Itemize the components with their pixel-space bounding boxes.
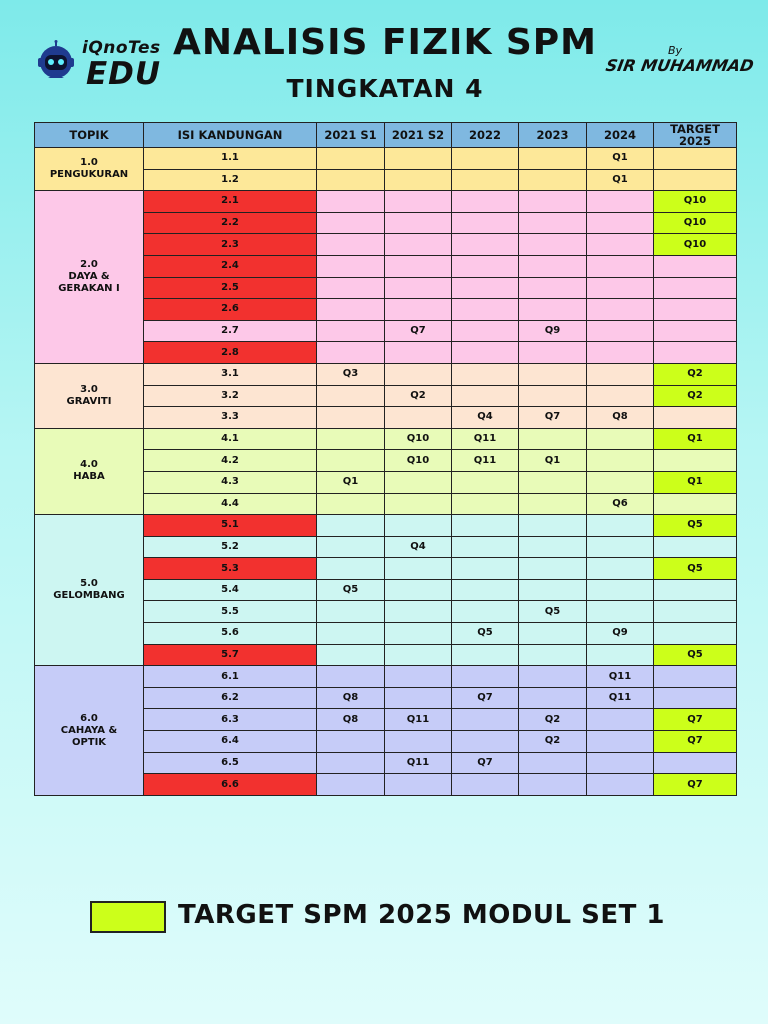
year-cell [317,536,385,558]
year-cell [519,234,587,256]
year-cell [587,255,654,277]
year-cell [587,320,654,342]
analysis-table [34,122,737,796]
byline-by: By [668,44,683,57]
content-id-cell: 5.4 [144,579,317,601]
year-cell [452,342,519,364]
target-cell [654,623,737,645]
year-cell [452,299,519,321]
year-cell: Q1 [317,471,385,493]
target-cell: Q7 [654,774,737,796]
year-cell [587,752,654,774]
content-id-cell: 5.5 [144,601,317,623]
year-cell [452,558,519,580]
year-cell [317,644,385,666]
year-cell [317,515,385,537]
target-cell [654,493,737,515]
year-cell [317,234,385,256]
content-id-cell: 1.1 [144,148,317,170]
year-cell: Q4 [385,536,452,558]
year-cell [587,385,654,407]
year-cell [317,169,385,191]
table-row [35,191,737,213]
target-cell: Q1 [654,471,737,493]
year-cell [385,644,452,666]
year-cell [317,407,385,429]
year-cell [452,255,519,277]
year-cell: Q2 [519,731,587,753]
year-cell [587,558,654,580]
year-cell [519,623,587,645]
year-cell: Q11 [452,428,519,450]
year-cell [452,148,519,170]
year-cell [587,299,654,321]
topic-number: 6.0 [80,712,98,724]
year-cell [519,493,587,515]
content-id-cell: 4.3 [144,471,317,493]
brand-line2: EDU [86,56,162,92]
year-cell [587,428,654,450]
year-cell [317,601,385,623]
year-cell [317,385,385,407]
year-cell [452,277,519,299]
target-cell [654,536,737,558]
content-id-cell: 3.3 [144,407,317,429]
year-cell [317,774,385,796]
year-cell: Q7 [519,407,587,429]
year-cell [519,644,587,666]
table-row [35,148,737,170]
year-cell [519,363,587,385]
topic-cell [35,666,144,796]
year-cell [317,148,385,170]
year-cell [587,342,654,364]
year-cell [519,342,587,364]
topic-number: 4.0 [80,459,98,471]
year-cell [317,450,385,472]
year-cell: Q5 [519,601,587,623]
legend-swatch [90,901,166,933]
year-cell [587,450,654,472]
year-cell: Q1 [519,450,587,472]
year-cell [385,363,452,385]
content-id-cell: 5.6 [144,623,317,645]
content-id-cell: 2.5 [144,277,317,299]
target-cell [654,752,737,774]
year-cell: Q1 [587,148,654,170]
year-cell [317,277,385,299]
target-cell: Q7 [654,731,737,753]
year-cell [317,731,385,753]
column-header: ISI KANDUNGAN [144,123,317,148]
year-cell [452,666,519,688]
target-cell: Q5 [654,644,737,666]
column-header: 2021 S2 [385,123,452,148]
year-cell: Q7 [452,752,519,774]
topic-name: CAHAYA & [60,724,118,736]
table-header-row [35,123,737,148]
target-cell [654,299,737,321]
year-cell [519,277,587,299]
year-cell [587,277,654,299]
year-cell: Q9 [587,623,654,645]
brand-line1: iQnoTes [82,38,161,58]
target-cell [654,277,737,299]
target-cell: Q7 [654,709,737,731]
legend-label: TARGET SPM 2025 MODUL SET 1 [178,900,666,930]
content-id-cell: 5.3 [144,558,317,580]
target-cell: Q5 [654,558,737,580]
year-cell [385,255,452,277]
target-cell [654,169,737,191]
year-cell [317,558,385,580]
year-cell [452,212,519,234]
content-id-cell: 6.5 [144,752,317,774]
year-cell [519,774,587,796]
year-cell: Q5 [317,579,385,601]
topic-cell [35,191,144,364]
year-cell [385,148,452,170]
year-cell [519,148,587,170]
content-id-cell: 5.2 [144,536,317,558]
page-subtitle: TINGKATAN 4 [286,74,484,103]
topic-name: GRAVITI [66,395,112,407]
year-cell [519,169,587,191]
year-cell [452,320,519,342]
year-cell [452,731,519,753]
year-cell [385,493,452,515]
target-cell [654,450,737,472]
year-cell [385,774,452,796]
year-cell [587,601,654,623]
year-cell [317,320,385,342]
year-cell: Q8 [317,709,385,731]
target-cell [654,148,737,170]
year-cell [519,687,587,709]
year-cell [317,752,385,774]
topic-name: HABA [73,471,105,483]
target-cell [654,320,737,342]
year-cell [385,407,452,429]
year-cell [317,666,385,688]
content-id-cell: 6.1 [144,666,317,688]
target-cell [654,579,737,601]
target-cell [654,255,737,277]
year-cell [519,558,587,580]
year-cell [452,169,519,191]
target-cell [654,601,737,623]
year-cell [519,471,587,493]
year-cell [452,774,519,796]
year-cell [385,471,452,493]
year-cell [452,515,519,537]
content-id-cell: 6.4 [144,731,317,753]
target-cell [654,687,737,709]
year-cell: Q11 [587,687,654,709]
table-row [35,515,737,537]
year-cell [452,536,519,558]
content-id-cell: 2.6 [144,299,317,321]
year-cell [587,536,654,558]
year-cell: Q10 [385,450,452,472]
year-cell [385,687,452,709]
year-cell [519,579,587,601]
column-header: 2022 [452,123,519,148]
year-cell: Q11 [587,666,654,688]
target-cell: Q2 [654,363,737,385]
year-cell [587,579,654,601]
year-cell [587,515,654,537]
year-cell [385,601,452,623]
year-cell [452,709,519,731]
content-id-cell: 4.2 [144,450,317,472]
year-cell [519,191,587,213]
content-id-cell: 4.4 [144,493,317,515]
year-cell: Q10 [385,428,452,450]
year-cell [587,471,654,493]
year-cell [587,731,654,753]
topic-number: 5.0 [80,578,98,590]
year-cell [452,385,519,407]
column-header: 2023 [519,123,587,148]
content-id-cell: 6.2 [144,687,317,709]
content-id-cell: 1.2 [144,169,317,191]
content-id-cell: 2.2 [144,212,317,234]
content-id-cell: 3.2 [144,385,317,407]
year-cell [385,234,452,256]
column-header: 2021 S1 [317,123,385,148]
author-byline [604,44,756,88]
topic-cell [35,148,144,191]
topic-cell [35,515,144,666]
year-cell: Q3 [317,363,385,385]
year-cell: Q7 [385,320,452,342]
year-cell [452,644,519,666]
year-cell [385,342,452,364]
year-cell [519,515,587,537]
year-cell [317,493,385,515]
target-cell: Q5 [654,515,737,537]
column-header: TARGET 2025 [654,123,737,148]
year-cell: Q1 [587,169,654,191]
year-cell [519,299,587,321]
year-cell [385,579,452,601]
year-cell [385,666,452,688]
year-cell [519,385,587,407]
year-cell: Q9 [519,320,587,342]
year-cell [317,299,385,321]
target-cell: Q1 [654,428,737,450]
year-cell [519,666,587,688]
year-cell: Q2 [519,709,587,731]
topic-name: GELOMBANG [53,590,125,602]
content-id-cell: 4.1 [144,428,317,450]
year-cell [317,623,385,645]
year-cell [452,471,519,493]
target-cell: Q2 [654,385,737,407]
topic-name: PENGUKURAN [49,169,129,181]
table-row [35,428,737,450]
target-cell [654,407,737,429]
year-cell [385,299,452,321]
year-cell [385,169,452,191]
year-cell: Q5 [452,623,519,645]
year-cell [587,212,654,234]
target-cell [654,666,737,688]
content-id-cell: 5.7 [144,644,317,666]
year-cell [519,212,587,234]
target-cell: Q10 [654,234,737,256]
byline-name: SIR MUHAMMAD [604,56,756,75]
year-cell [587,774,654,796]
year-cell [587,644,654,666]
year-cell [317,342,385,364]
year-cell [452,363,519,385]
year-cell [452,191,519,213]
content-id-cell: 2.8 [144,342,317,364]
content-id-cell: 2.4 [144,255,317,277]
year-cell [452,579,519,601]
year-cell [452,234,519,256]
target-cell: Q10 [654,212,737,234]
year-cell [317,255,385,277]
topic-cell [35,363,144,428]
year-cell [519,255,587,277]
year-cell [452,601,519,623]
year-cell [317,428,385,450]
topic-name: DAYA & [68,271,110,283]
year-cell [452,493,519,515]
content-id-cell: 3.1 [144,363,317,385]
year-cell: Q11 [385,709,452,731]
column-header: 2024 [587,123,654,148]
content-id-cell: 6.3 [144,709,317,731]
year-cell [317,191,385,213]
year-cell [587,709,654,731]
content-id-cell: 5.1 [144,515,317,537]
year-cell: Q8 [317,687,385,709]
target-cell: Q10 [654,191,737,213]
year-cell [385,212,452,234]
year-cell [385,558,452,580]
content-id-cell: 2.1 [144,191,317,213]
year-cell: Q4 [452,407,519,429]
year-cell [385,277,452,299]
year-cell [519,752,587,774]
year-cell: Q11 [452,450,519,472]
year-cell [385,623,452,645]
year-cell [587,234,654,256]
content-id-cell: 2.7 [144,320,317,342]
column-header: TOPIK [35,123,144,148]
content-id-cell: 2.3 [144,234,317,256]
year-cell [385,191,452,213]
year-cell [587,191,654,213]
robot-mascot-icon [34,40,78,84]
year-cell: Q8 [587,407,654,429]
year-cell: Q11 [385,752,452,774]
table-body [35,148,737,796]
year-cell [519,428,587,450]
topic-number: 2.0 [80,259,98,271]
topic-name: GERAKAN I [58,283,120,295]
topic-cell [35,428,144,514]
year-cell [317,212,385,234]
table-row [35,666,737,688]
topic-name: OPTIK [71,736,107,748]
table-row [35,363,737,385]
year-cell: Q6 [587,493,654,515]
topic-number: 1.0 [80,157,98,169]
target-cell [654,342,737,364]
topic-number: 3.0 [80,383,98,395]
content-id-cell: 6.6 [144,774,317,796]
year-cell [385,731,452,753]
year-cell [385,515,452,537]
year-cell: Q7 [452,687,519,709]
year-cell: Q2 [385,385,452,407]
year-cell [587,363,654,385]
page-title: ANALISIS FIZIK SPM [172,22,598,63]
year-cell [519,536,587,558]
